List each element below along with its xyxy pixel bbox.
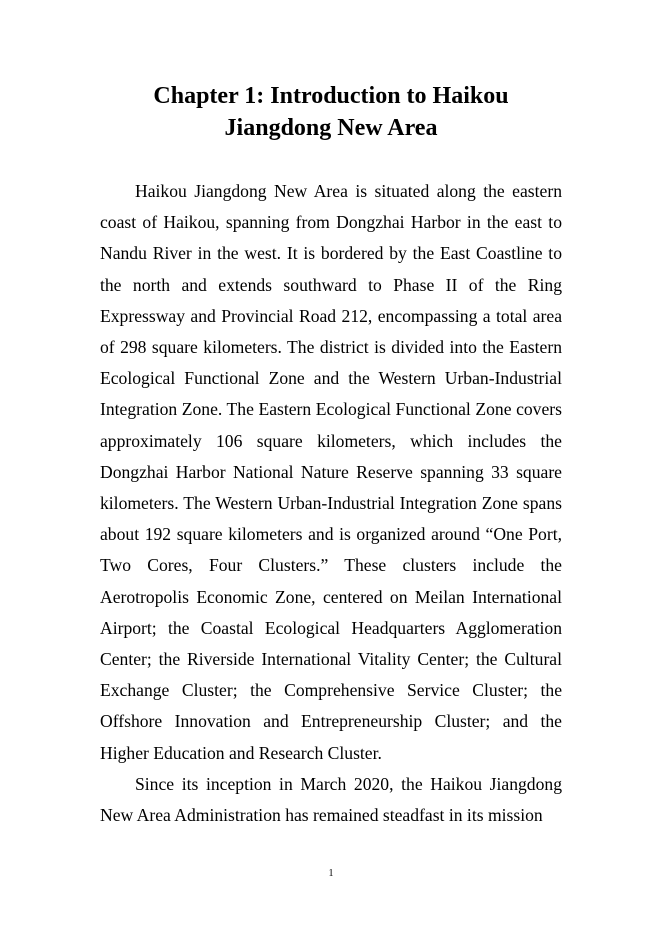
page-number: 1: [328, 868, 334, 879]
chapter-title: [100, 80, 562, 144]
paragraph-location: Haikou Jiangdong New Area is situated along the eastern coast of Haikou, spanning from Dongzhai Harbor in the east to Nandu River in the west. It is bordered by the East Coastline to the north and extends southward to Phase II of the Ring Expressway and Provincial Road 212, encompassing a total area of 298 square kilometers. The district is divided into the Eastern Ecological Functional Zone and the Western Urban-Industrial Integration Zone. The Eastern Ecological Functional Zone covers approximately 106 square kilometers, which includes the Dongzhai Harbor National Nature Reserve spanning 33 square kilometers. The Western Urban-Industrial Integration Zone spans about 192 square kilometers and is organized around “One Port, Two Cores, Four Clusters.” These clusters include the Aerotropolis Economic Zone, centered on Meilan International Airport; the Coastal Ecological Headquarters Agglomeration Center; the Riverside International Vitality Center; the Cultural Exchange Cluster; the Comprehensive Service Cluster; the Offshore Innovation and Entrepreneurship Cluster; and the Higher Education and Research Cluster.: [100, 181, 562, 763]
chapter-title-line-1: Chapter 1: Introduction to Haikou: [153, 83, 509, 109]
chapter-title-line-2: Jiangdong New Area: [224, 115, 438, 141]
body-text: [100, 176, 562, 831]
paragraph-administration: Since its inception in March 2020, the Haikou Jiangdong New Area Administration has remained steadfast in its mission: [100, 773, 562, 826]
